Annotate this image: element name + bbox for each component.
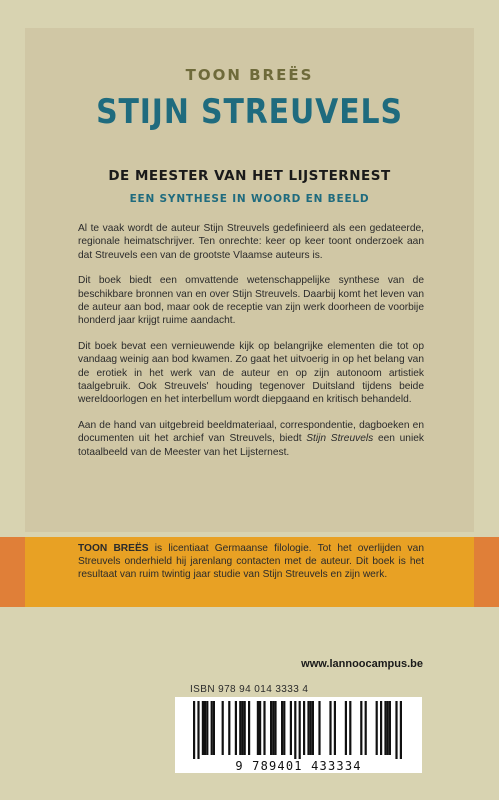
barcode-bar (239, 701, 241, 755)
blurb-p4-end: een uniek totaalbeeld van de Meester van het Lijsternest. (78, 433, 424, 458)
barcode-bar (376, 701, 378, 755)
barcode-bar (248, 701, 250, 755)
barcode-bar (235, 701, 237, 755)
barcode-bars (175, 697, 422, 759)
barcode-bar (263, 701, 265, 755)
barcode-bar (384, 701, 386, 755)
blurb-paragraph-3: Dit boek bevat een vernieuwende kijk op belangrijke elementen die tot op vandaag weinig aan bod kwamen. Zo gaat het uitvoerig in op het belang van de erotiek in het werk van de auteur en op zijn autonoom artistiek taalgebruik. Ook Streuvels' houding tegenover Duitsland tijdens beide wereldoorlogen en het interbellum wordt diepgaand en kritisch behandeld. (78, 340, 424, 406)
barcode-bar (387, 701, 389, 755)
barcode-bar (274, 701, 276, 755)
barcode-bar (193, 701, 195, 759)
blurb-paragraph-2: Dit boek biedt een omvattende wetenschappelijke synthese van de beschikbare bronnen van en over Stijn Streuvels. Daarbij komt het leven van de auteur aan bod, maar ook de receptie van zijn werk doorheen de voorbije honderd jaar krijgt ruime aandacht. (78, 275, 424, 327)
author-bio (78, 542, 424, 582)
barcode-bar (202, 701, 204, 755)
blurb-text (78, 222, 424, 471)
book-title: STIJN STREUVELS (96, 92, 403, 132)
barcode-bar (307, 701, 309, 755)
book-tagline: EEN SYNTHESE IN WOORD EN BEELD (129, 193, 370, 205)
barcode-bar (400, 701, 402, 759)
barcode-bar (349, 701, 351, 755)
barcode-bar (257, 701, 259, 755)
blurb-paragraph-1: Al te vaak wordt de auteur Stijn Streuvels gedefinieerd als een gedateerde, regionale heimatschrijver. Ten onrechte: keer op keer toont onderzoek aan dat Streuvels een van de grootste Vlaamse auteurs is. (78, 223, 424, 261)
barcode-bar (290, 701, 292, 755)
author-name: TOON BREËS (185, 66, 314, 84)
barcode-bar (365, 701, 367, 755)
barcode-bar (197, 701, 199, 759)
barcode-bar (204, 701, 206, 755)
bio-band-edge-left (0, 537, 25, 607)
barcode-bar (345, 701, 347, 755)
book-subtitle: DE MEESTER VAN HET LIJSTERNEST (108, 168, 391, 184)
barcode-bar (241, 701, 243, 755)
barcode-bar (312, 701, 314, 755)
barcode-bar (206, 701, 208, 755)
barcode-bar (244, 701, 246, 755)
blurb-paragraph-4 (78, 419, 424, 459)
barcode-bar (389, 701, 391, 755)
bio-text: is licentiaat Germaanse filologie. Tot het overlijden van Streuvels onderhield hij jarenlang contacten met de auteur. Dit boek is het resultaat van ruim twintig jaar studie van Stijn Streuvels en zijn werk. (78, 543, 424, 581)
barcode-bar (395, 701, 397, 759)
barcode-bar (310, 701, 312, 755)
barcode-bar (228, 701, 230, 755)
barcode-bar (211, 701, 213, 755)
barcode-bar (213, 701, 215, 755)
barcode-bar (272, 701, 274, 755)
bio-band-edge-right (474, 537, 499, 607)
bio-author-name: TOON BREËS (78, 543, 149, 554)
barcode-bar (283, 701, 285, 755)
barcode-bar (294, 701, 296, 759)
barcode-bar (259, 701, 261, 755)
blurb-p4-italic-title: Stijn Streuvels (306, 433, 374, 445)
barcode-bar (281, 701, 283, 755)
barcode-bar (360, 701, 362, 755)
publisher-website: www.lannoocampus.be (301, 658, 423, 670)
barcode-bar (380, 701, 382, 755)
barcode (175, 697, 422, 773)
barcode-bar (334, 701, 336, 755)
blurb-p4-start: Aan de hand van uitgebreid beeldmateriaal, correspondentie, dagboeken en documenten uit het archief van Streuvels, biedt (78, 419, 424, 445)
barcode-bar (270, 701, 272, 755)
barcode-bar (303, 701, 305, 755)
barcode-bar (222, 701, 224, 755)
barcode-bar (299, 701, 301, 759)
isbn-label: ISBN 978 94 014 3333 4 (190, 684, 309, 695)
barcode-digits: 9 789401 433334 (235, 759, 362, 773)
barcode-bar (329, 701, 331, 755)
barcode-bar (318, 701, 320, 755)
